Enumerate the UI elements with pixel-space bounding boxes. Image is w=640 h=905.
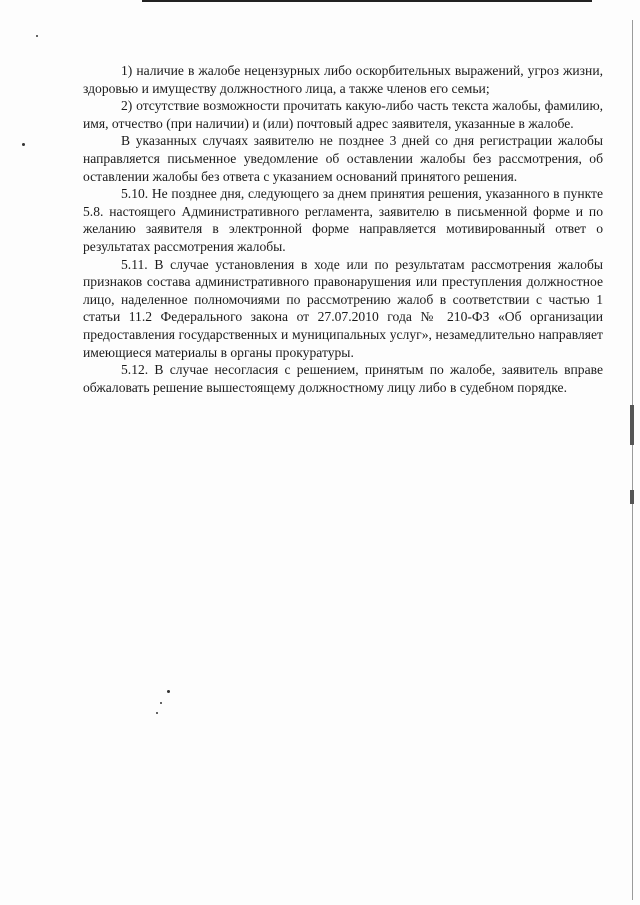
scan-speck	[22, 143, 25, 146]
paragraph-item-1: 1) наличие в жалобе нецензурных либо оскорбительных выражений, угроз жизни, здоровью и имуществу должностного лица, а также членов его семьи;	[83, 63, 603, 96]
scan-speck	[36, 35, 38, 37]
scan-speck	[156, 712, 158, 714]
paragraph-5-12: 5.12. В случае несогласия с решением, принятым по жалобе, заявитель вправе обжаловать решение вышестоящему должностному лицу либо в судебном порядке.	[83, 362, 603, 395]
paragraph-5-11: 5.11. В случае установления в ходе или по результатам рассмотрения жалобы признаков состава административного правонарушения или преступления должностное лицо, наделенное полномочиями по рассмотрению жалоб в соответствии с частью 1 статьи 11.2 Федерального закона от 27.07.2010 года № 210-ФЗ «Об организации предоставления государственных и муниципальных услуг», незамедлительно направляет имеющиеся материалы в органы прокуратуры.	[83, 256, 603, 360]
document-body	[83, 62, 603, 396]
right-edge-line	[632, 20, 633, 900]
right-edge-mark	[630, 405, 634, 445]
scan-speck	[167, 690, 170, 693]
top-border-line	[142, 0, 592, 2]
right-edge-mark	[630, 490, 634, 504]
paragraph-5-10: 5.10. Не позднее дня, следующего за днем принятия решения, указанного в пункте 5.8. настоящего Административного регламента, заявителю в письменной форме и по желанию заявителя в электронной форме направляется мотивированный ответ о результатах рассмотрения жалобы.	[83, 186, 603, 254]
paragraph-notification: В указанных случаях заявителю не позднее 3 дней со дня регистрации жалобы направляется письменное уведомление об оставлении жалобы без рассмотрения, об оставлении жалобы без ответа с указанием оснований принятого решения.	[83, 133, 603, 184]
scan-speck	[160, 702, 162, 704]
paragraph-item-2: 2) отсутствие возможности прочитать какую-либо часть текста жалобы, фамилию, имя, отчество (при наличии) и (или) почтовый адрес заявителя, указанные в жалобе.	[83, 98, 603, 131]
